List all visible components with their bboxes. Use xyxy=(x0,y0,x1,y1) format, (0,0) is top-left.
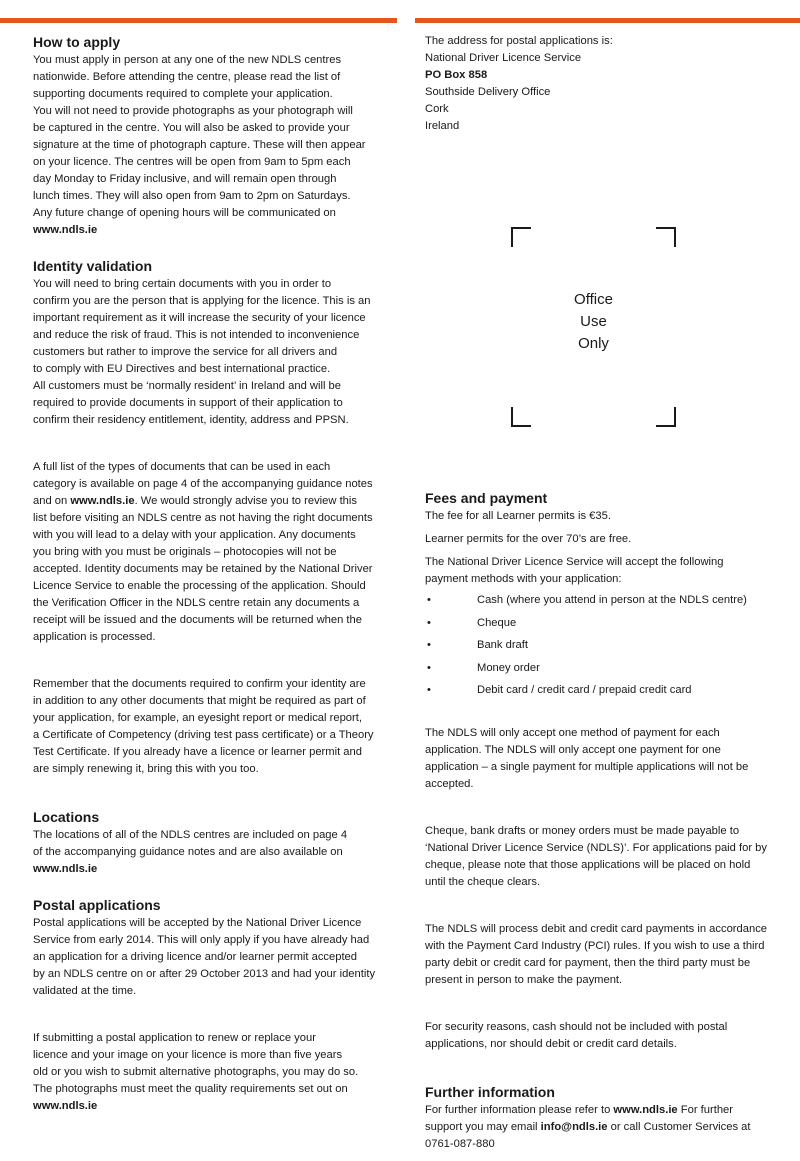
ndls-website-link[interactable]: www.ndls.ie xyxy=(33,863,98,875)
address-po-box: PO Box 858 xyxy=(425,69,488,81)
list-item: • Cheque xyxy=(427,616,517,629)
list-item: • Cash (where you attend in person at the NDLS centre) xyxy=(427,594,747,606)
fees-payment-heading: Fees and payment xyxy=(425,490,548,506)
security-paragraph xyxy=(425,1019,780,1053)
how-to-apply-line: be captured in the centre. You will also be asked to provide your xyxy=(33,122,350,134)
crop-mark-bottom-left xyxy=(511,407,531,427)
address-line: National Driver Licence Service xyxy=(425,52,582,64)
one-method-line: The NDLS will only accept one method of payment for each xyxy=(425,726,720,739)
identity-validation-heading: Identity validation xyxy=(33,258,153,274)
ndls-website-link[interactable]: www.ndls.ie xyxy=(613,1103,678,1116)
ndls-website-link[interactable]: www.ndls.ie xyxy=(33,1100,98,1112)
one-method-line: accepted. xyxy=(425,777,474,790)
cards-line: with the Payment Card Industry (PCI) rules. If you wish to use a third xyxy=(425,939,765,952)
address-line: Ireland xyxy=(425,120,460,132)
identity-line: required to provide documents in support of their application to xyxy=(33,397,343,409)
how-to-apply-line: You must apply in person at any one of the new NDLS centres xyxy=(33,54,342,66)
over-70-line: Learner permits for the over 70’s are free. xyxy=(425,533,632,545)
submitting-line: The photographs must meet the quality requirements set out on xyxy=(33,1083,348,1095)
cards-line: The NDLS will process debit and credit card payments in accordance xyxy=(425,922,768,935)
locations-line: of the accompanying guidance notes and are also available on xyxy=(33,846,343,858)
submitting-line: old or you wish to submit alternative photographs, you may do so. xyxy=(33,1066,359,1078)
further-information-heading: Further information xyxy=(425,1083,555,1100)
top-accent-bar xyxy=(0,18,800,23)
top-accent-bar-left xyxy=(0,18,397,23)
cheque-line: until the cheque clears. xyxy=(425,875,541,888)
office-use-only-label: Office Use Only xyxy=(574,291,613,352)
left-column xyxy=(33,33,405,1115)
remember-line: a Certificate of Competency (driving test pass certificate) or a Theory xyxy=(33,729,374,741)
identity-line: You will need to bring certain documents with you in order to xyxy=(33,278,332,290)
postal-applications-heading: Postal applications xyxy=(33,897,161,913)
payment-methods-list xyxy=(425,592,780,699)
cheque-paragraph xyxy=(425,823,780,891)
how-to-apply-heading: How to apply xyxy=(33,34,121,50)
cheque-line: ‘National Driver Licence Service (NDLS)’. For applications paid for by xyxy=(425,841,767,854)
identity-line: confirm you are the person that is applying for the licence. This is an xyxy=(33,295,371,307)
how-to-apply-line: nationwide. Before attending the centre, please read the list of xyxy=(33,71,341,83)
top-accent-bar-right xyxy=(415,18,800,23)
crop-mark-top-right xyxy=(656,227,676,247)
one-method-line: application. The NDLS will only accept one payment for one xyxy=(425,743,721,756)
remember-paragraph xyxy=(33,676,405,778)
remember-line: Remember that the documents required to confirm your identity are xyxy=(33,678,366,690)
crop-mark-top-left xyxy=(511,227,531,247)
submitting-line: If submitting a postal application to renew or replace your xyxy=(33,1032,316,1044)
postal-address-section xyxy=(425,33,780,135)
postal-line: Service from early 2014. This will only apply if you have already had xyxy=(33,934,370,946)
how-to-apply-line: signature at the time of photograph capture. These will then appear xyxy=(33,139,366,151)
identity-line: to comply with EU Directives and best international practice. xyxy=(33,363,331,375)
cheque-line: cheque, please note that those applications will be placed on hold xyxy=(425,858,751,871)
submitting-paragraph xyxy=(33,1030,405,1115)
ndls-website-link[interactable]: www.ndls.ie xyxy=(33,224,98,236)
further-line: support you may email info@ndls.ie or call Customer Services at xyxy=(425,1120,751,1133)
fees-payment-section xyxy=(425,489,780,699)
locations-heading: Locations xyxy=(33,809,100,825)
postal-line: an application for a driving licence and/or learner permit accepted xyxy=(33,951,358,963)
address-intro: The address for postal applications is: xyxy=(425,35,613,47)
further-line: For further information please refer to www.ndls.ie For further xyxy=(425,1103,734,1116)
identity-line: and reduce the risk of fraud. This is not intended to inconvenience xyxy=(33,329,360,341)
security-line: applications, nor should debit or credit card details. xyxy=(425,1037,677,1050)
accept-line: payment methods with your application: xyxy=(425,573,622,585)
address-line: Cork xyxy=(425,103,449,115)
how-to-apply-line: Any future change of opening hours will be communicated on xyxy=(33,207,336,219)
ndls-website-link[interactable]: www.ndls.ie xyxy=(70,495,135,507)
documents-line: the Verification Officer in the NDLS centre retain any documents a xyxy=(33,597,360,609)
crop-mark-bottom-right xyxy=(656,407,676,427)
documents-paragraph xyxy=(33,459,405,646)
list-item: • Money order xyxy=(427,661,540,674)
office-use-only-box xyxy=(511,227,676,427)
documents-line: application is processed. xyxy=(33,631,156,643)
identity-line: important requirement as it will increase the security of your licence xyxy=(33,312,366,324)
list-item: • Debit card / credit card / prepaid credit card xyxy=(427,684,692,696)
phone-number: 0761-087-880 xyxy=(425,1137,495,1150)
identity-validation-section xyxy=(33,257,405,429)
remember-line: your application, for example, an eyesight report or medical report, xyxy=(33,712,362,724)
how-to-apply-line: lunch times. They will also open from 9am to 2pm on Saturdays. xyxy=(33,190,351,202)
documents-line: accepted. Identity documents may be retained by the National Driver xyxy=(33,563,373,575)
postal-applications-section xyxy=(33,896,405,1000)
cheque-line: Cheque, bank drafts or money orders must be made payable to xyxy=(425,824,740,837)
postal-line: Postal applications will be accepted by the National Driver Licence xyxy=(33,917,362,929)
documents-line: A full list of the types of documents that can be used in each xyxy=(33,461,331,473)
locations-section xyxy=(33,808,405,878)
cards-line: present in person to make the payment. xyxy=(425,973,623,986)
further-information-section xyxy=(425,1083,780,1153)
identity-line: confirm their residency entitlement, identity, address and PPSN. xyxy=(33,414,349,426)
identity-line: All customers must be ‘normally resident’ in Ireland and will be xyxy=(33,380,341,392)
locations-line: The locations of all of the NDLS centres are included on page 4 xyxy=(33,829,348,841)
email-link[interactable]: info@ndls.ie xyxy=(540,1120,608,1133)
documents-line: Licence Service to enable the processing of the application. Should xyxy=(33,580,366,592)
one-method-line: application – a single payment for multiple applications will not be xyxy=(425,760,749,773)
one-method-paragraph xyxy=(425,725,780,793)
submitting-line: licence and your image on your licence is more than five years xyxy=(33,1049,343,1061)
documents-line: list before visiting an NDLS centre as not having the right documents xyxy=(33,512,373,524)
documents-line: you bring with you must be originals – photocopies will not be xyxy=(33,546,337,558)
how-to-apply-line: on your licence. The centres will be open from 9am to 5pm each xyxy=(33,156,351,168)
postal-line: by an NDLS centre on or after 29 October 2013 and had your identity xyxy=(33,968,376,980)
how-to-apply-section xyxy=(33,33,405,239)
documents-line: category is available on page 4 of the accompanying guidance notes xyxy=(33,478,373,490)
list-item: • Bank draft xyxy=(427,639,528,651)
remember-line: Test Certificate. If you already have a licence or learner permit and xyxy=(33,746,362,758)
documents-line: receipt will be issued and the documents will be returned when the xyxy=(33,614,362,626)
cards-paragraph xyxy=(425,921,780,989)
accept-line: The National Driver Licence Service will accept the following xyxy=(425,556,724,568)
how-to-apply-line: You will not need to provide photographs as your photograph will xyxy=(33,105,353,117)
how-to-apply-line: day Monday to Friday inclusive, and will remain open through xyxy=(33,173,337,185)
identity-line: customers but rather to improve the service for all drivers and xyxy=(33,346,338,358)
fee-line: The fee for all Learner permits is €35. xyxy=(425,510,611,522)
security-line: For security reasons, cash should not be included with postal xyxy=(425,1020,728,1033)
documents-line: with you will lead to a delay with your application. Any documents xyxy=(33,529,356,541)
remember-line: in addition to any other documents that might be required as part of xyxy=(33,695,366,707)
remember-line: are simply renewing it, bring this with you too. xyxy=(33,763,259,775)
address-line: Southside Delivery Office xyxy=(425,86,551,98)
cards-line: party debit or credit card for payment, then the third party must be xyxy=(425,956,751,969)
postal-line: validated at the time. xyxy=(33,985,137,997)
right-column xyxy=(425,33,780,1153)
documents-line: and on www.ndls.ie. We would strongly advise you to review this xyxy=(33,495,357,507)
how-to-apply-line: supporting documents required to complete your application. xyxy=(33,88,333,100)
